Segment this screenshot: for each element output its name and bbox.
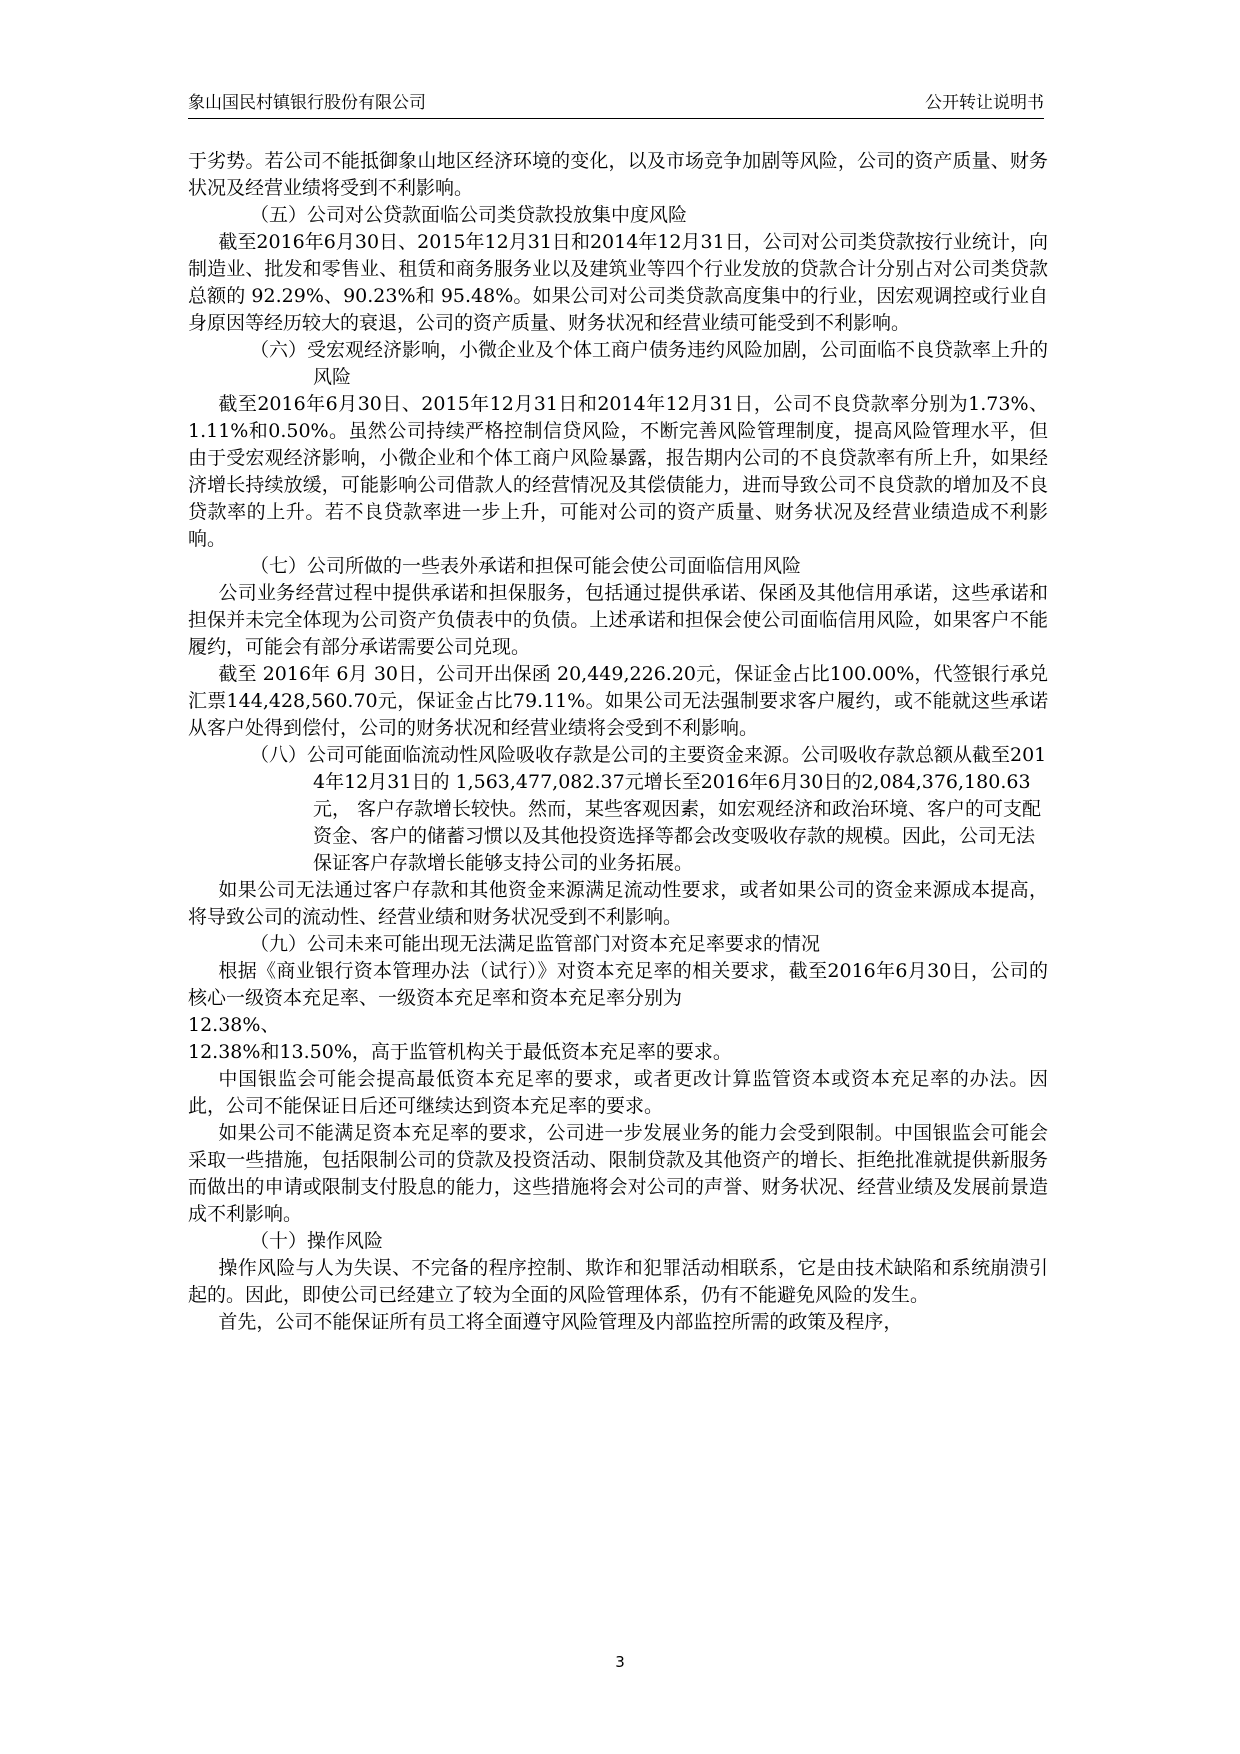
paragraph: 中国银监会可能会提高最低资本充足率的要求，或者更改计算监管资本或资本充足率的办法。因此，公司不能保证日后还可继续达到资本充足率的要求。 xyxy=(188,1068,1048,1117)
header-company-name: 象山国民村镇银行股份有限公司 xyxy=(188,93,426,113)
paragraph: 如果公司不能满足资本充足率的要求，公司进一步发展业务的能力会受到限制。中国银监会可能会采取一些措施，包括限制公司的贷款及投资活动、限制贷款及其他资产的增长、拒绝批准就提供新服务而做出的申请或限制支付股息的能力，这些措施将会对公司的声誉、财务状况、经营业绩及发展前景造成不利影响。 xyxy=(188,1122,1048,1225)
paragraph: 于劣势。若公司不能抵御象山地区经济环境的变化，以及市场竞争加剧等风险，公司的资产质量、财务状况及经营业绩将受到不利影响。 xyxy=(188,150,1048,199)
paragraph: 如果公司无法通过客户存款和其他资金来源满足流动性要求，或者如果公司的资金来源成本提高，将导致公司的流动性、经营业绩和财务状况受到不利影响。 xyxy=(188,879,1048,928)
paragraph: 截至 2016年 6月 30日，公司开出保函 20,449,226.20元，保证金占比100.00%，代签银行承兑汇票144,428,560.70元，保证金占比79.11%。如果公司无法强制要求客户履约，或不能就这些承诺从客户处得到偿付，公司的财务状况和经营业绩将会受到不利影响。 xyxy=(188,663,1048,739)
paragraph: 12.38%、 xyxy=(188,1014,280,1036)
section-heading-7: （七）公司所做的一些表外承诺和担保可能会使公司面临信用风险 xyxy=(250,555,802,577)
paragraph: 操作风险与人为失误、不完备的程序控制、欺诈和犯罪活动相联系，它是由技术缺陷和系统崩溃引起的。因此，即使公司已经建立了较为全面的风险管理体系，仍有不能避免风险的发生。 xyxy=(188,1257,1048,1306)
paragraph: 截至2016年6月30日、2015年12月31日和2014年12月31日，公司对公司类贷款按行业统计，向制造业、批发和零售业、租赁和商务服务业以及建筑业等四个行业发放的贷款合计分别占对公司类贷款总额的 92.29%、90.23%和 95.48%。如果公司对公司类贷款高度集中的行业，因宏观调控或行业自身原因等经历较大的衰退，公司的资产质量、财务状况和经营业绩可能受到不利影响。 xyxy=(188,231,1048,334)
paragraph: 截至2016年6月30日、2015年12月31日和2014年12月31日，公司不良贷款率分别为1.73%、1.11%和0.50%。虽然公司持续严格控制信贷风险，不断完善风险管理制度，提高风险管理水平，但由于受宏观经济影响，小微企业和个体工商户风险暴露，报告期内公司的不良贷款率有所上升，如果经济增长持续放缓，可能影响公司借款人的经营情况及其偿债能力，进而导致公司不良贷款的增加及不良贷款率的上升。若不良贷款率进一步上升，可能对公司的资产质量、财务状况及经营业绩造成不利影响。 xyxy=(188,393,1048,550)
section-heading-6: （六）受宏观经济影响，小微企业及个体工商户债务违约风险加剧，公司面临不良贷款率上升的风险 xyxy=(250,339,1049,388)
paragraph: 12.38%和13.50%，高于监管机构关于最低资本充足率的要求。 xyxy=(188,1041,732,1063)
header-document-title: 公开转让说明书 xyxy=(925,93,1044,113)
section-heading-5: （五）公司对公贷款面临公司类贷款投放集中度风险 xyxy=(250,204,688,226)
header-divider xyxy=(188,118,1044,119)
document-body xyxy=(188,148,1048,1336)
section-heading-10: （十）操作风险 xyxy=(250,1230,384,1252)
paragraph: 公司业务经营过程中提供承诺和担保服务，包括通过提供承诺、保函及其他信用承诺，这些承诺和担保并未完全体现为公司资产负债表中的负债。上述承诺和担保会使公司面临信用风险，如果客户不能履约，可能会有部分承诺需要公司兑现。 xyxy=(188,582,1048,658)
section-heading-8: （八）公司可能面临流动性风险吸收存款是公司的主要资金来源。公司吸收存款总额从截至2014年12月31日的 1,563,477,082.37元增长至2016年6月30日的2,084,376,180.63元， 客户存款增长较快。然而，某些客观因素，如宏观经济和政治环境、客户的可支配资金、客户的储蓄习惯以及其他投资选择等都会改变吸收存款的规模。因此，公司无法保证客户存款增长能够支持公司的业务拓展。 xyxy=(250,744,1047,874)
paragraph: 首先，公司不能保证所有员工将全面遵守风险管理及内部监控所需的政策及程序， xyxy=(218,1311,903,1333)
page-number: 3 xyxy=(615,1653,625,1671)
paragraph: 根据《商业银行资本管理办法（试行）》对资本充足率的相关要求，截至2016年6月30日，公司的核心一级资本充足率、一级资本充足率和资本充足率分别为 xyxy=(188,960,1048,1009)
section-heading-9: （九）公司未来可能出现无法满足监管部门对资本充足率要求的情况 xyxy=(250,933,821,955)
